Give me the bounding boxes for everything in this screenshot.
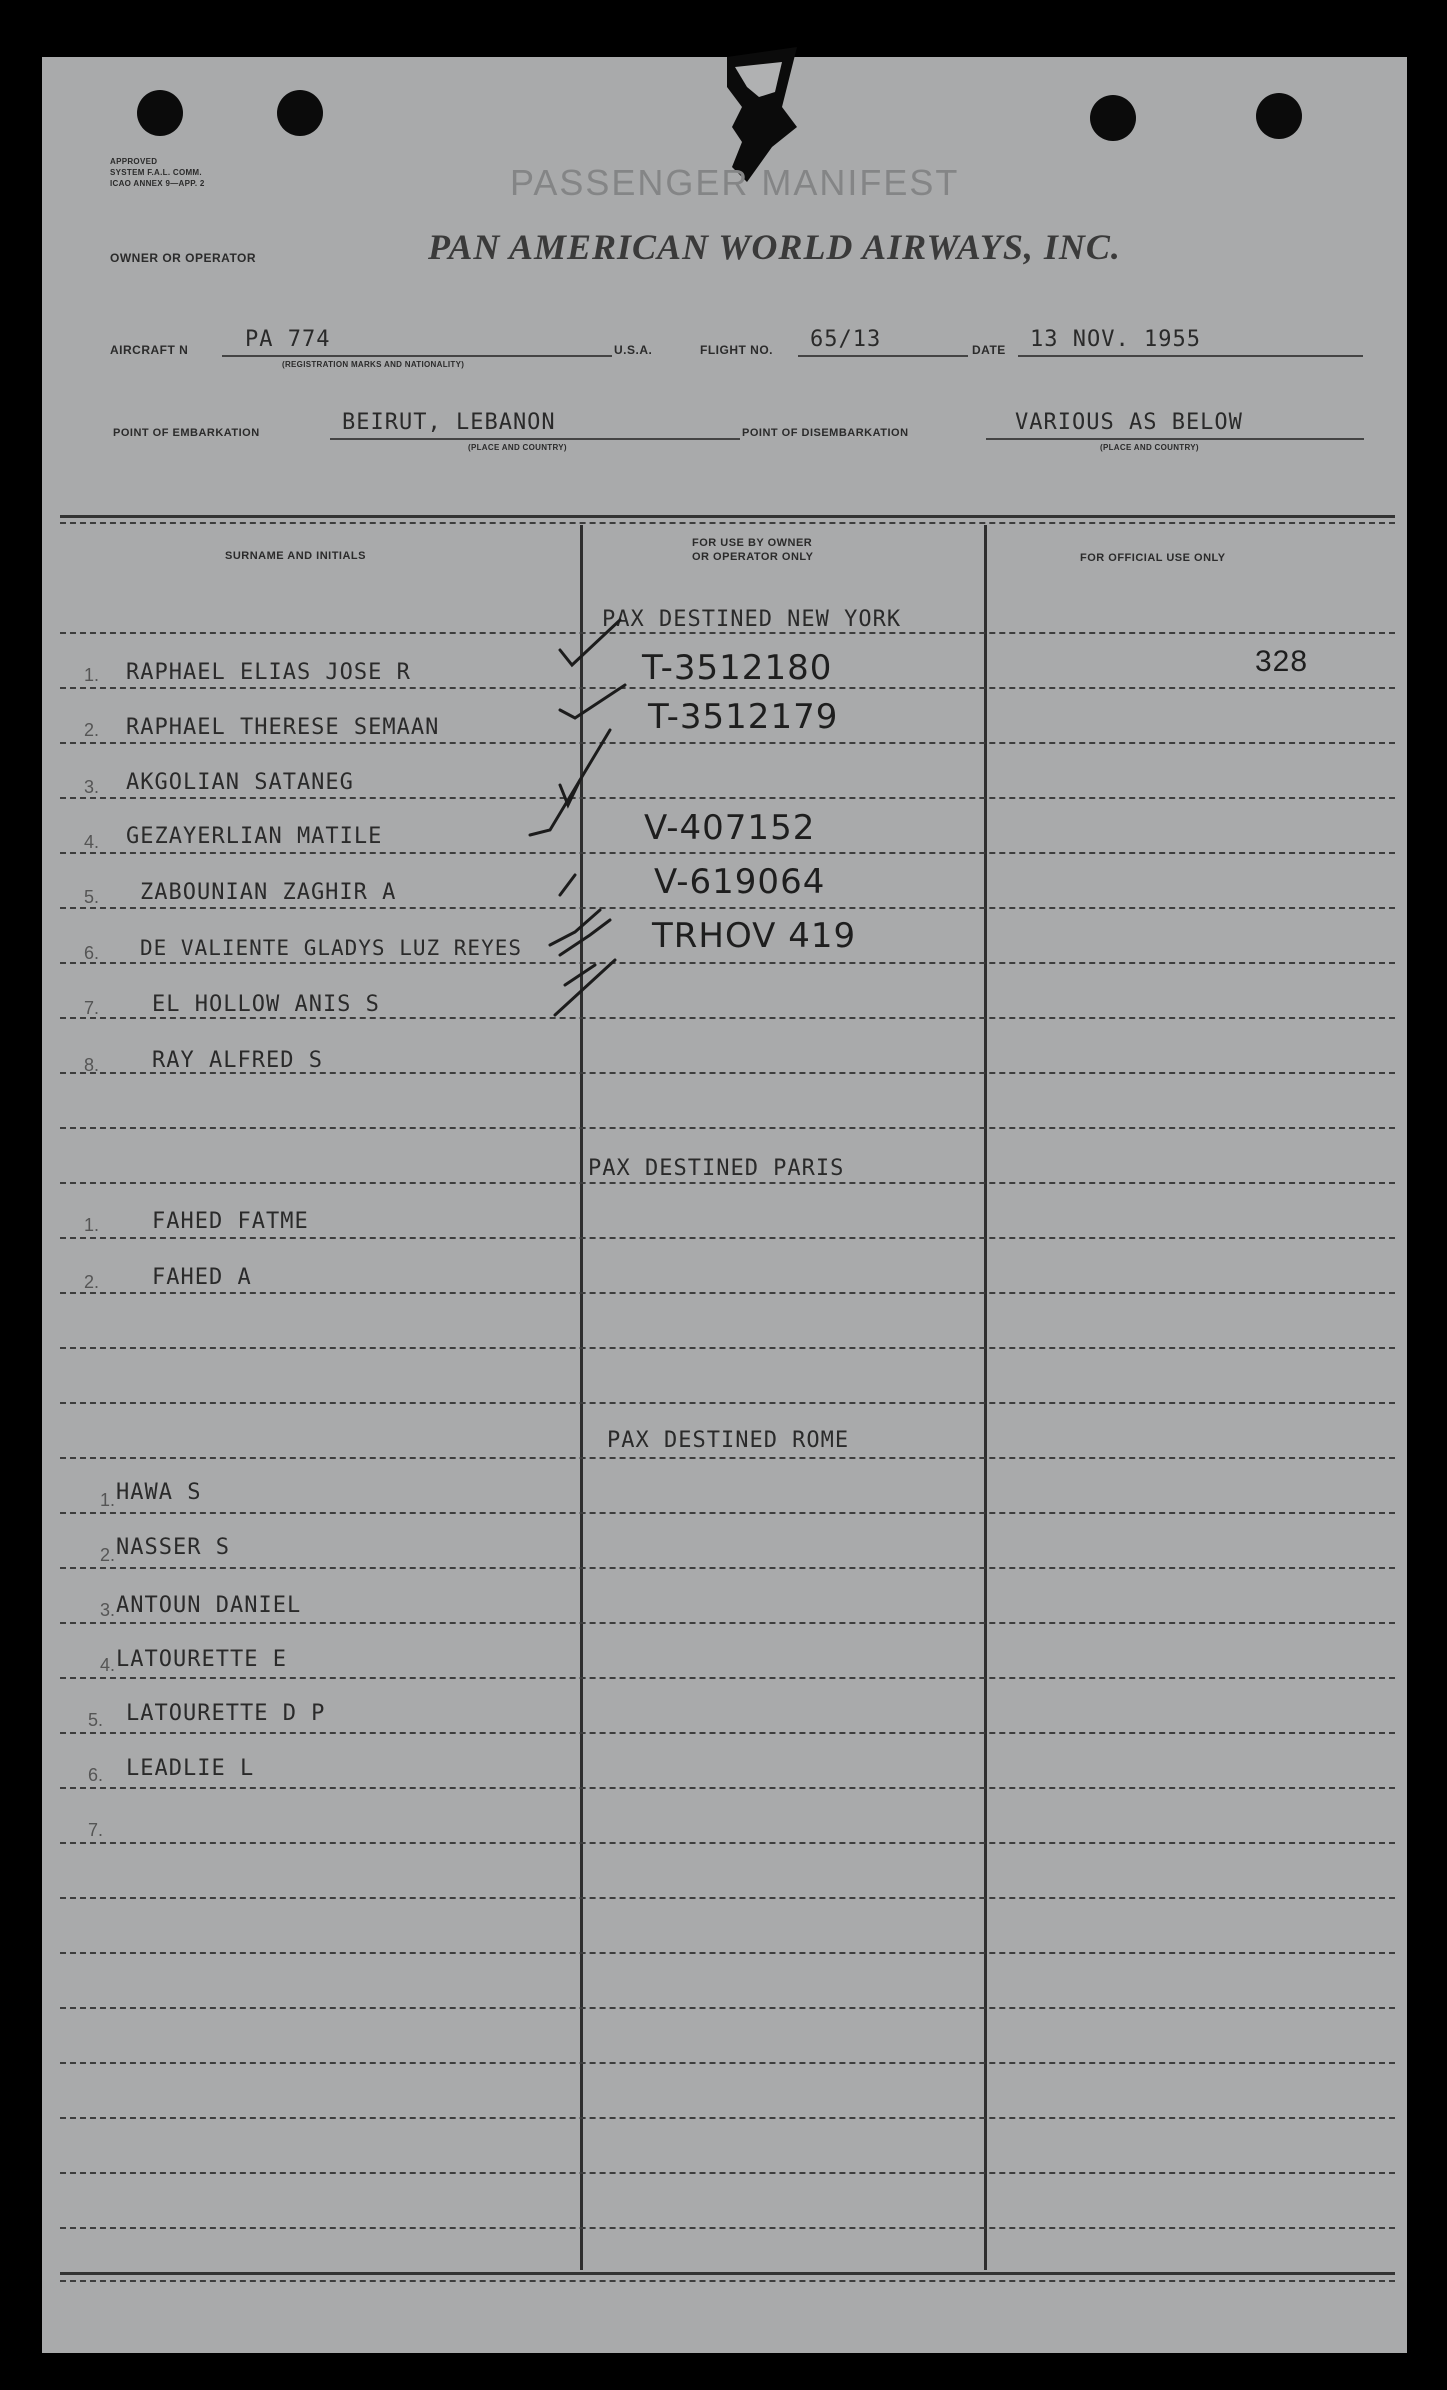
check-marks [520, 610, 660, 1070]
approval-note-3: ICAO ANNEX 9—APP. 2 [110, 179, 205, 188]
passenger-name: EL HOLLOW ANIS S [152, 992, 380, 1017]
ruled-line [60, 1017, 1395, 1019]
row-number: 6. [84, 943, 100, 963]
passenger-name: FAHED FATME [152, 1209, 309, 1234]
ruled-line [60, 1567, 1395, 1569]
ruled-line [60, 1897, 1395, 1899]
row-number: 1. [84, 1215, 100, 1235]
flight-underline [798, 355, 968, 357]
group-heading-rome: PAX DESTINED ROME [607, 1428, 850, 1453]
approval-note-2: SYSTEM F.A.L. COMM. [110, 168, 202, 177]
column-header-owner-1: FOR USE BY OWNER [692, 537, 813, 549]
page-title: PASSENGER MANIFEST [510, 162, 960, 203]
ruled-line [60, 1622, 1395, 1624]
ruled-line [60, 742, 1395, 744]
ruled-line [60, 2117, 1395, 2119]
row-number: 1. [84, 665, 100, 685]
flight-value: 65/13 [810, 327, 882, 352]
disembarkation-value: VARIOUS AS BELOW [1015, 410, 1243, 435]
row-number: 5. [88, 1710, 104, 1730]
passenger-note: T-3512179 [648, 697, 839, 737]
ruled-line [60, 797, 1395, 799]
footer-rule-1 [60, 2272, 1395, 2275]
ruled-line [60, 2227, 1395, 2229]
passenger-name: ANTOUN DANIEL [116, 1593, 302, 1618]
passenger-name: RAPHAEL THERESE SEMAAN [126, 715, 440, 740]
date-underline [1018, 355, 1363, 357]
row-number: 1. [100, 1490, 116, 1510]
passenger-name: RAPHAEL ELIAS JOSE R [126, 660, 411, 685]
row-number: 2. [84, 1272, 100, 1292]
approval-note-1: APPROVED [110, 157, 158, 166]
column-header-official: FOR OFFICIAL USE ONLY [1080, 552, 1226, 564]
group-heading-new-york: PAX DESTINED NEW YORK [602, 607, 902, 632]
ruled-line [60, 1457, 1395, 1459]
ruled-line [60, 1512, 1395, 1514]
ruled-line [60, 1347, 1395, 1349]
passenger-name: AKGOLIAN SATANEG [126, 770, 354, 795]
date-value: 13 NOV. 1955 [1030, 327, 1201, 352]
ruled-line [60, 1787, 1395, 1789]
passenger-name: RAY ALFRED S [152, 1048, 323, 1073]
ruled-line [60, 2172, 1395, 2174]
embarkation-value: BEIRUT, LEBANON [342, 410, 556, 435]
passenger-note: TRHOV 419 [652, 916, 857, 956]
passenger-name: ZABOUNIAN ZAGHIR A [140, 880, 397, 905]
ruled-line [60, 852, 1395, 854]
punch-hole-3 [1090, 95, 1136, 141]
passenger-name: GEZAYERLIAN MATILE [126, 824, 383, 849]
embarkation-label: POINT OF EMBARKATION [113, 427, 260, 439]
passenger-note: V-619064 [654, 862, 826, 902]
column-header-owner-2: OR OPERATOR ONLY [692, 551, 814, 563]
row-number: 4. [100, 1655, 116, 1675]
passenger-note: V-407152 [644, 808, 816, 848]
aircraft-value: PA 774 [245, 327, 331, 352]
date-label: DATE [972, 343, 1006, 357]
passenger-name: FAHED A [152, 1265, 252, 1290]
row-number: 6. [88, 1765, 104, 1785]
ruled-line [60, 907, 1395, 909]
aircraft-sublabel: (REGISTRATION MARKS AND NATIONALITY) [282, 360, 465, 369]
passenger-name: HAWA S [116, 1480, 202, 1505]
ruled-line [60, 1952, 1395, 1954]
aircraft-underline [222, 355, 612, 357]
ruled-line [60, 1237, 1395, 1239]
ruled-line [60, 1182, 1395, 1184]
ruled-line [60, 632, 1395, 634]
ruled-line [60, 1292, 1395, 1294]
punch-hole-4 [1256, 93, 1302, 139]
row-number: 5. [84, 887, 100, 907]
row-number: 2. [100, 1545, 116, 1565]
ruled-line [60, 1402, 1395, 1404]
row-number: 3. [100, 1600, 116, 1620]
aircraft-label: AIRCRAFT N [110, 343, 189, 357]
header-rule-2 [60, 522, 1395, 524]
column-header-surname: SURNAME AND INITIALS [225, 550, 366, 562]
passenger-name: NASSER S [116, 1535, 230, 1560]
header-rule-1 [60, 515, 1395, 518]
embarkation-sublabel: (PLACE AND COUNTRY) [468, 443, 567, 452]
group-heading-paris: PAX DESTINED PARIS [588, 1156, 845, 1181]
embarkation-underline [330, 438, 740, 440]
row-number: 8. [84, 1055, 100, 1075]
ruled-line [60, 2007, 1395, 2009]
flight-label: FLIGHT NO. [700, 343, 773, 357]
punch-hole-2 [277, 90, 323, 136]
row-number: 7. [84, 998, 100, 1018]
disembarkation-underline [986, 438, 1364, 440]
disembarkation-label: POINT OF DISEMBARKATION [742, 427, 909, 439]
company-name: PAN AMERICAN WORLD AIRWAYS, INC. [428, 227, 1121, 267]
official-number: 328 [1255, 645, 1309, 678]
passenger-note: T-3512180 [642, 648, 833, 688]
row-number: 3. [84, 777, 100, 797]
passenger-name: DE VALIENTE GLADYS LUZ REYES [140, 936, 523, 960]
passenger-name: LATOURETTE D P [126, 1701, 326, 1726]
disembarkation-sublabel: (PLACE AND COUNTRY) [1100, 443, 1199, 452]
punch-hole-1 [137, 90, 183, 136]
row-number: 7. [88, 1820, 104, 1840]
row-number: 4. [84, 832, 100, 852]
ruled-line [60, 1677, 1395, 1679]
row-number: 2. [84, 720, 100, 740]
owner-label: OWNER OR OPERATOR [110, 251, 257, 265]
usa-label: U.S.A. [614, 343, 653, 357]
ruled-line [60, 1127, 1395, 1129]
ruled-line [60, 2062, 1395, 2064]
passenger-name: LEADLIE L [126, 1756, 255, 1781]
passenger-name: LATOURETTE E [116, 1647, 287, 1672]
footer-rule-2 [60, 2280, 1395, 2282]
ruled-line [60, 1842, 1395, 1844]
ruled-line [60, 962, 1395, 964]
ruled-line [60, 1732, 1395, 1734]
